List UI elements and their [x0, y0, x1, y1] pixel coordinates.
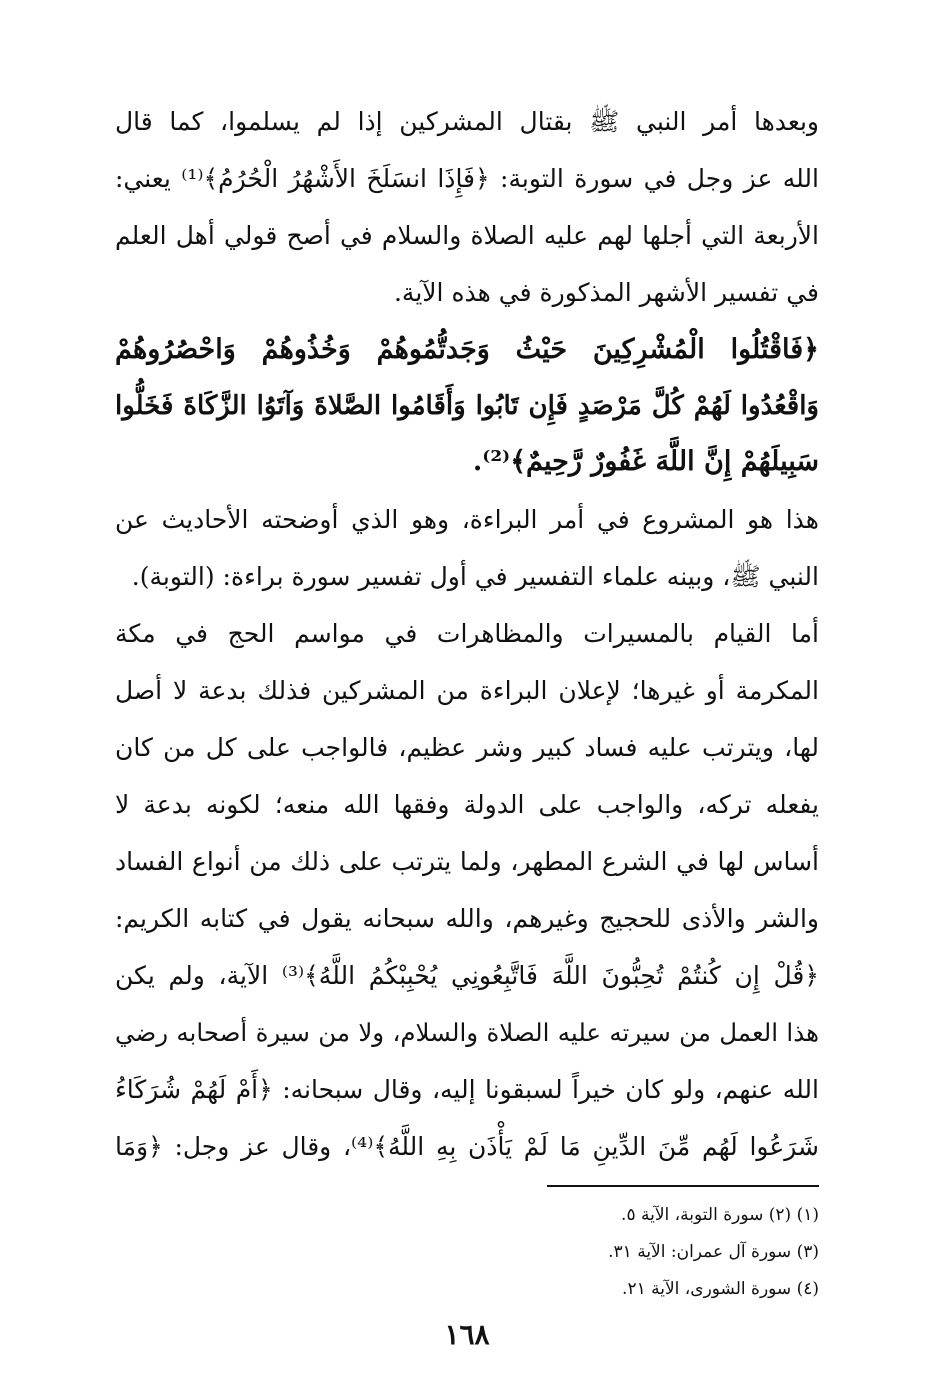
- body-line: النبي ﷺ، وبينه علماء التفسير في أول تفسير سورة براءة: (التوبة).: [131, 562, 819, 591]
- footnote: (١) (٢) سورة التوبة، الآية ٥.: [621, 1205, 819, 1225]
- body-line: والشر والأذى للحجيج وغيرهم، والله سبحانه يقول في كتابه الكريم:: [115, 904, 819, 933]
- body-line: لها، ويترتب عليه فساد كبير وشر عظيم، فالواجب على كل من كان: [115, 733, 819, 762]
- footnote: (٣) سورة آل عمران: الآية ٣١.: [608, 1242, 819, 1262]
- body-line: يفعله تركه، والواجب على الدولة وفقها الله منعه؛ لكونه بدعة لا: [115, 790, 819, 819]
- footnote: (٤) سورة الشورى، الآية ٢١.: [622, 1279, 819, 1299]
- page-number: ١٦٨: [444, 1318, 490, 1351]
- body-line: الله عز وجل في سورة التوبة: ﴿فَإِذَا انسَلَخَ الأَشْهُرُ الْحُرُمُ﴾⁽¹⁾ يعني:: [115, 164, 819, 193]
- body-line: المكرمة أو غيرها؛ لإعلان البراءة من المشركين فذلك بدعة لا أصل: [115, 676, 819, 705]
- body-line: الأربعة التي أجلها لهم عليه الصلاة والسلام في أصح قولي أهل العلم: [115, 221, 819, 250]
- body-line: ﴿قُلْ إِن كُنتُمْ تُحِبُّونَ اللَّهَ فَاتَّبِعُونِي يُحْبِبْكُمُ اللَّهُ﴾⁽³⁾ الآية، ولم يكن: [115, 961, 819, 990]
- verse-line: ﴿فَاقْتُلُوا الْمُشْرِكِينَ حَيْثُ وَجَدتُّمُوهُمْ وَخُذُوهُمْ وَاحْصُرُوهُمْ: [115, 334, 819, 365]
- body-line: هذا هو المشروع في أمر البراءة، وهو الذي أوضحته الأحاديث عن: [115, 505, 819, 534]
- body-line: هذا العمل من سيرته عليه الصلاة والسلام، ولا من سيرة أصحابه رضي: [115, 1018, 819, 1047]
- footnote-divider: [547, 1185, 819, 1187]
- body-line: شَرَعُوا لَهُم مِّنَ الدِّينِ مَا لَمْ يَأْذَن بِهِ اللَّهُ﴾⁽⁴⁾، وقال عز وجل: ﴿وَمَا: [115, 1132, 819, 1161]
- body-line: وبعدها أمر النبي ﷺ بقتال المشركين إذا لم يسلموا، كما قال: [115, 107, 819, 136]
- verse-line: سَبِيلَهُمْ إِنَّ اللَّهَ غَفُورٌ رَّحِيمٌ﴾⁽²⁾.: [472, 446, 819, 477]
- body-line: أساس لها في الشرع المطهر، ولما يترتب على ذلك من أنواع الفساد: [115, 847, 819, 876]
- body-line: في تفسير الأشهر المذكورة في هذه الآية.: [393, 278, 819, 307]
- body-line: الله عنهم، ولو كان خيراً لسبقونا إليه، وقال سبحانه: ﴿أَمْ لَهُمْ شُرَكَاءُ: [115, 1075, 819, 1104]
- verse-line: وَاقْعُدُوا لَهُمْ كُلَّ مَرْصَدٍ فَإِن تَابُوا وَأَقَامُوا الصَّلاةَ وَآتَوُا الزَّكَاةَ فَخَلُّوا: [115, 391, 819, 421]
- body-line: أما القيام بالمسيرات والمظاهرات في مواسم الحج في مكة: [115, 619, 819, 648]
